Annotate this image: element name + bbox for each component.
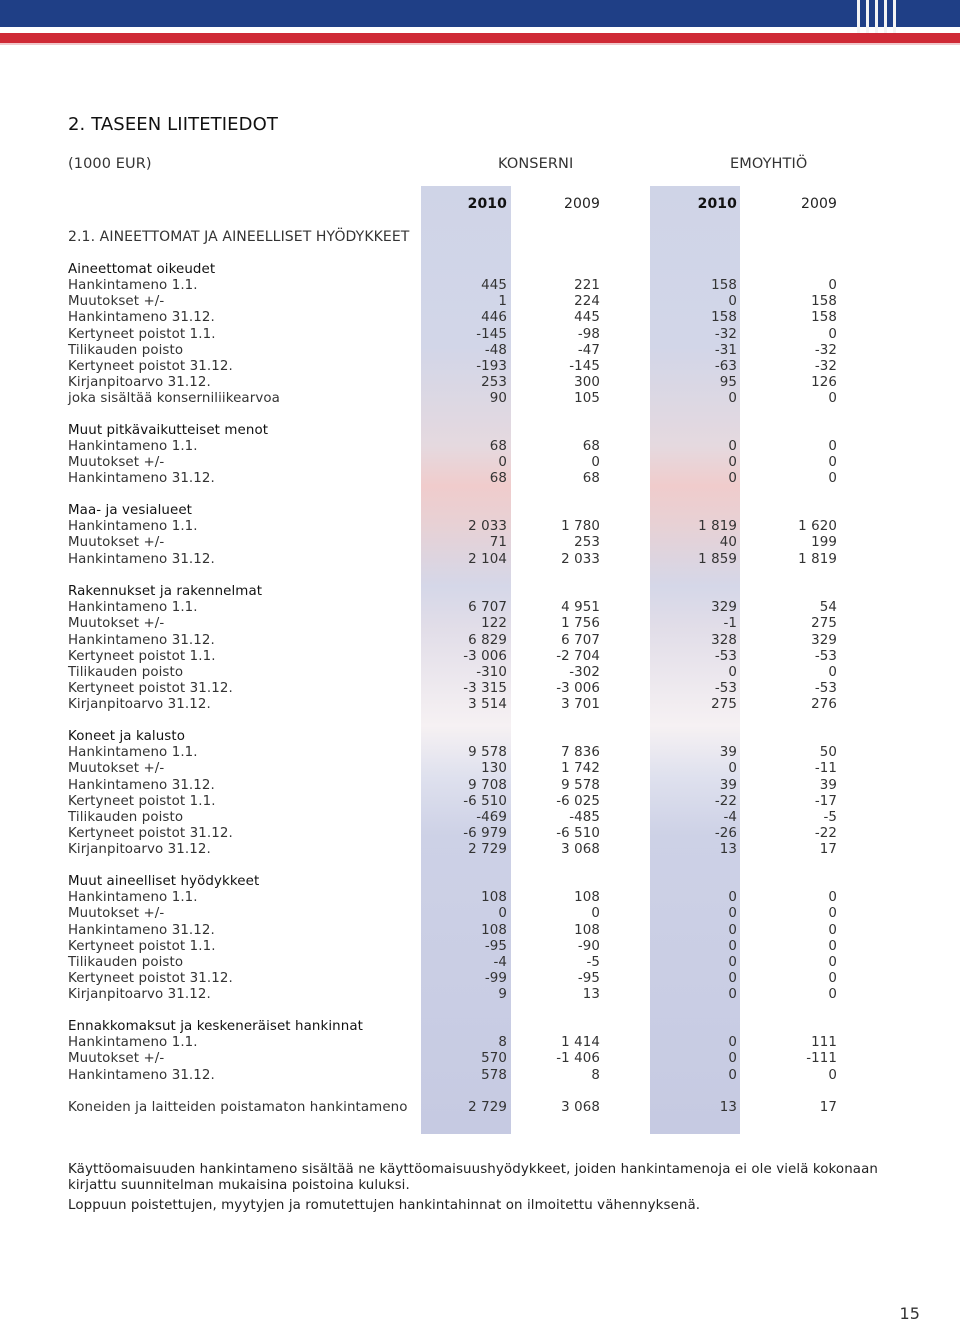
row-label: Kertyneet poistot 1.1.: [68, 648, 216, 664]
value-emoyhtio-2009: 0: [828, 890, 837, 906]
value-konserni-2009: -98: [577, 326, 600, 342]
value-emoyhtio-2010: 0: [728, 954, 737, 970]
value-emoyhtio-2009: 0: [828, 326, 837, 342]
value-emoyhtio-2010: -26: [714, 825, 737, 841]
value-konserni-2010: 6 707: [468, 600, 507, 616]
row-label: Muutokset +/-: [68, 535, 165, 551]
value-emoyhtio-2009: 275: [811, 616, 837, 632]
row-label: Muutokset +/-: [68, 616, 165, 632]
value-emoyhtio-2009: 0: [828, 954, 837, 970]
value-konserni-2009: -1 406: [556, 1051, 600, 1067]
value-emoyhtio-2010: 0: [728, 938, 737, 954]
row-label: Koneiden ja laitteiden poistamaton hankintameno: [68, 1100, 408, 1115]
section-heading: Maa- ja vesialueet: [68, 503, 193, 518]
value-konserni-2009: 1 414: [561, 1035, 600, 1051]
value-konserni-2009: 1 756: [561, 616, 600, 632]
value-konserni-2009: 0: [591, 455, 600, 471]
row-label: Kertyneet poistot 31.12.: [68, 970, 233, 986]
table-row: [68, 681, 848, 697]
table-row: [68, 616, 848, 632]
value-emoyhtio-2010: 1 819: [698, 519, 737, 535]
page-title: 2. TASEEN LIITETIEDOT: [68, 114, 278, 135]
value-konserni-2010: 2 104: [468, 551, 507, 567]
table-row: [68, 939, 848, 955]
value-konserni-2010: 446: [481, 310, 507, 326]
value-konserni-2010: -310: [476, 664, 507, 680]
value-emoyhtio-2010: 329: [711, 600, 737, 616]
row-label: Kertyneet poistot 1.1.: [68, 326, 216, 342]
pink-stripe: [0, 43, 960, 45]
value-konserni-2010: 570: [481, 1051, 507, 1067]
value-emoyhtio-2010: -31: [714, 342, 737, 358]
table-row: [68, 455, 848, 471]
row-label: Hankintameno 31.12.: [68, 632, 215, 648]
value-emoyhtio-2009: 17: [819, 842, 837, 857]
table-row: [68, 890, 848, 906]
value-konserni-2010: 3 514: [468, 697, 507, 712]
value-emoyhtio-2010: -1: [723, 616, 737, 632]
row-label: Kirjanpitoarvo 31.12.: [68, 375, 211, 390]
value-konserni-2010: -145: [476, 326, 507, 342]
value-konserni-2009: 445: [574, 310, 600, 326]
value-konserni-2010: -3 315: [463, 680, 507, 696]
value-konserni-2009: 108: [574, 922, 600, 938]
table-row: [68, 535, 848, 551]
value-emoyhtio-2009: -53: [814, 680, 837, 696]
unit-label: (1000 EUR): [68, 156, 152, 172]
row-label: Hankintameno 1.1.: [68, 1035, 198, 1051]
row-label: Hankintameno 31.12.: [68, 310, 215, 326]
blue-stripe: [0, 0, 960, 27]
value-konserni-2010: 2 033: [468, 519, 507, 535]
table-row: [68, 826, 848, 842]
value-konserni-2009: -6 510: [556, 825, 600, 841]
value-konserni-2009: 253: [574, 535, 600, 551]
value-emoyhtio-2009: 276: [811, 697, 837, 712]
value-emoyhtio-2009: -111: [806, 1051, 837, 1067]
table-row: [68, 1068, 848, 1084]
row-label: joka sisältää konserniliikearvoa: [68, 391, 280, 407]
header-band: [0, 0, 960, 48]
table-row: [68, 600, 848, 616]
value-emoyhtio-2010: 158: [711, 310, 737, 326]
value-emoyhtio-2010: 0: [728, 664, 737, 680]
value-konserni-2009: 108: [574, 890, 600, 906]
value-emoyhtio-2009: -53: [814, 648, 837, 664]
row-label: Tilikauden poisto: [68, 809, 184, 825]
value-konserni-2009: 68: [582, 471, 600, 487]
row-label: Hankintameno 1.1.: [68, 439, 198, 455]
row-label: Muutokset +/-: [68, 761, 165, 777]
value-emoyhtio-2010: 0: [728, 1035, 737, 1051]
value-emoyhtio-2009: 329: [811, 632, 837, 648]
value-konserni-2010: -6 979: [463, 825, 507, 841]
row-label: Hankintameno 1.1.: [68, 600, 198, 616]
value-emoyhtio-2010: 0: [728, 455, 737, 471]
row-label: Muutokset +/-: [68, 455, 165, 471]
value-konserni-2010: -3 006: [463, 648, 507, 664]
value-emoyhtio-2009: 54: [819, 600, 837, 616]
table-row: [68, 343, 848, 359]
row-label: Hankintameno 31.12.: [68, 777, 215, 793]
table-row: [68, 391, 848, 407]
value-emoyhtio-2010: -4: [723, 809, 737, 825]
value-konserni-2010: 71: [489, 535, 507, 551]
value-emoyhtio-2009: 158: [811, 310, 837, 326]
value-konserni-2010: 6 829: [468, 632, 507, 648]
value-emoyhtio-2010: 0: [728, 294, 737, 310]
value-konserni-2009: 4 951: [561, 600, 600, 616]
table-row: [68, 955, 848, 971]
value-emoyhtio-2009: 0: [828, 439, 837, 455]
table-row: [68, 471, 848, 487]
value-emoyhtio-2009: -17: [814, 793, 837, 809]
main-heading: 2.1. AINEETTOMAT JA AINEELLISET HYÖDYKKEET: [68, 229, 410, 245]
table-row: [68, 810, 848, 826]
value-emoyhtio-2009: 50: [819, 745, 837, 761]
value-konserni-2009: -47: [577, 342, 600, 358]
value-konserni-2009: 300: [574, 375, 600, 390]
red-stripe: [0, 33, 960, 43]
value-emoyhtio-2010: 13: [719, 1100, 737, 1115]
value-konserni-2009: -6 025: [556, 793, 600, 809]
footnote-2: Loppuun poistettujen, myytyjen ja romutettujen hankintahinnat on ilmoitettu vähennyksenä.: [68, 1198, 701, 1213]
value-emoyhtio-2009: -32: [814, 358, 837, 374]
table-row: [68, 359, 848, 375]
row-label: Hankintameno 1.1.: [68, 519, 198, 535]
value-emoyhtio-2009: 0: [828, 922, 837, 938]
value-konserni-2010: 90: [489, 391, 507, 407]
page-number: 15: [899, 1304, 920, 1323]
value-emoyhtio-2009: 0: [828, 987, 837, 1002]
table-row: [68, 649, 848, 665]
row-label: Kertyneet poistot 31.12.: [68, 825, 233, 841]
value-emoyhtio-2010: 13: [719, 842, 737, 857]
value-konserni-2009: -145: [569, 358, 600, 374]
section-heading: Aineettomat oikeudet: [68, 262, 216, 277]
value-emoyhtio-2010: 0: [728, 890, 737, 906]
row-label: Hankintameno 1.1.: [68, 745, 198, 761]
value-emoyhtio-2010: 0: [728, 391, 737, 407]
value-konserni-2010: 0: [498, 906, 507, 922]
table-row: [68, 439, 848, 455]
value-konserni-2010: 68: [489, 439, 507, 455]
value-emoyhtio-2010: 0: [728, 761, 737, 777]
table-row: [68, 794, 848, 810]
row-label: Hankintameno 1.1.: [68, 278, 198, 294]
value-konserni-2009: 3 068: [561, 842, 600, 857]
year-konserni-2009: 2009: [563, 196, 600, 212]
value-emoyhtio-2010: 328: [711, 632, 737, 648]
value-emoyhtio-2009: 0: [828, 664, 837, 680]
value-emoyhtio-2010: -53: [714, 680, 737, 696]
row-label: Kertyneet poistot 31.12.: [68, 358, 233, 374]
table-row: [68, 327, 848, 343]
value-konserni-2010: -95: [484, 938, 507, 954]
section-heading: Muut aineelliset hyödykkeet: [68, 874, 260, 889]
value-emoyhtio-2010: 95: [719, 375, 737, 390]
value-konserni-2010: -4: [493, 954, 507, 970]
table-row: [68, 923, 848, 939]
year-konserni-2010: 2010: [467, 196, 507, 212]
value-konserni-2009: 7 836: [561, 745, 600, 761]
value-emoyhtio-2010: 0: [728, 970, 737, 986]
value-konserni-2010: 108: [481, 922, 507, 938]
value-konserni-2009: -2 704: [556, 648, 600, 664]
value-konserni-2010: 8: [498, 1035, 507, 1051]
value-konserni-2009: 6 707: [561, 632, 600, 648]
section-heading: Muut pitkävaikutteiset menot: [68, 423, 269, 438]
row-label: Kertyneet poistot 1.1.: [68, 793, 216, 809]
value-emoyhtio-2009: 199: [811, 535, 837, 551]
row-label: Tilikauden poisto: [68, 954, 184, 970]
value-konserni-2009: 9 578: [561, 777, 600, 793]
table-row: [68, 665, 848, 681]
value-konserni-2010: 108: [481, 890, 507, 906]
value-konserni-2010: 9 578: [468, 745, 507, 761]
table-row: [68, 1051, 848, 1067]
table-row: [68, 519, 848, 535]
value-konserni-2010: 122: [481, 616, 507, 632]
value-konserni-2009: 13: [582, 987, 600, 1002]
value-konserni-2010: 0: [498, 455, 507, 471]
value-emoyhtio-2009: 1 819: [798, 551, 837, 567]
table-row: [68, 761, 848, 777]
value-emoyhtio-2010: 0: [728, 906, 737, 922]
value-konserni-2010: 445: [481, 278, 507, 294]
value-konserni-2010: -193: [476, 358, 507, 374]
value-emoyhtio-2009: 0: [828, 278, 837, 294]
value-konserni-2010: 9 708: [468, 777, 507, 793]
value-emoyhtio-2009: 111: [811, 1035, 837, 1051]
row-label: Kirjanpitoarvo 31.12.: [68, 987, 211, 1002]
value-konserni-2009: -485: [569, 809, 600, 825]
row-label: Kertyneet poistot 1.1.: [68, 938, 216, 954]
value-konserni-2009: 68: [582, 439, 600, 455]
value-emoyhtio-2010: -22: [714, 793, 737, 809]
section-heading: Rakennukset ja rakennelmat: [68, 584, 263, 599]
table-row: [68, 375, 848, 391]
value-konserni-2009: 3 701: [561, 697, 600, 712]
value-konserni-2009: 221: [574, 278, 600, 294]
value-konserni-2009: 8: [591, 1067, 600, 1083]
row-label: Hankintameno 31.12.: [68, 551, 215, 567]
value-emoyhtio-2009: -5: [823, 809, 837, 825]
value-konserni-2009: -90: [577, 938, 600, 954]
year-emoyhtio-2010: 2010: [697, 196, 737, 212]
row-label: Hankintameno 1.1.: [68, 890, 198, 906]
table-row: [68, 1035, 848, 1051]
value-emoyhtio-2010: 158: [711, 278, 737, 294]
value-emoyhtio-2009: 17: [819, 1100, 837, 1115]
value-konserni-2009: 1 742: [561, 761, 600, 777]
value-konserni-2010: -99: [484, 970, 507, 986]
row-label: Kirjanpitoarvo 31.12.: [68, 842, 211, 857]
value-konserni-2010: 68: [489, 471, 507, 487]
value-konserni-2010: -48: [484, 342, 507, 358]
value-emoyhtio-2009: 158: [811, 294, 837, 310]
value-emoyhtio-2009: 0: [828, 471, 837, 487]
value-konserni-2009: -5: [586, 954, 600, 970]
table-row: [68, 697, 848, 713]
year-emoyhtio-2009: 2009: [800, 196, 837, 212]
value-konserni-2010: 1: [498, 294, 507, 310]
value-konserni-2010: -469: [476, 809, 507, 825]
table-row: [68, 278, 848, 294]
value-emoyhtio-2009: 0: [828, 391, 837, 407]
value-emoyhtio-2009: -22: [814, 825, 837, 841]
value-konserni-2009: 3 068: [561, 1100, 600, 1115]
value-emoyhtio-2009: 0: [828, 455, 837, 471]
table-row: [68, 971, 848, 987]
table-row: [68, 778, 848, 794]
value-emoyhtio-2009: 0: [828, 970, 837, 986]
value-konserni-2009: -302: [569, 664, 600, 680]
decorative-bars-icon: [857, 0, 897, 33]
value-emoyhtio-2010: -53: [714, 648, 737, 664]
konserni-header: KONSERNI: [498, 156, 574, 172]
row-label: Tilikauden poisto: [68, 664, 184, 680]
table-row: [68, 987, 848, 1003]
value-konserni-2010: 578: [481, 1067, 507, 1083]
value-konserni-2009: 2 033: [561, 551, 600, 567]
value-emoyhtio-2010: -63: [714, 358, 737, 374]
emoyhtio-header: EMOYHTIÖ: [730, 156, 808, 172]
row-label: Hankintameno 31.12.: [68, 1067, 215, 1083]
value-emoyhtio-2009: -11: [814, 761, 837, 777]
table-row: [68, 552, 848, 568]
table-row: [68, 633, 848, 649]
row-label: Muutokset +/-: [68, 294, 165, 310]
row-label: Hankintameno 31.12.: [68, 471, 215, 487]
value-emoyhtio-2010: 275: [711, 697, 737, 712]
value-emoyhtio-2009: 0: [828, 1067, 837, 1083]
value-konserni-2009: 1 780: [561, 519, 600, 535]
value-konserni-2010: 253: [481, 375, 507, 390]
row-label: Hankintameno 31.12.: [68, 922, 215, 938]
table-row: [68, 842, 848, 858]
value-emoyhtio-2009: -32: [814, 342, 837, 358]
value-konserni-2009: 224: [574, 294, 600, 310]
value-konserni-2010: 9: [498, 987, 507, 1002]
value-emoyhtio-2010: 1 859: [698, 551, 737, 567]
value-emoyhtio-2009: 0: [828, 906, 837, 922]
value-emoyhtio-2010: 0: [728, 1051, 737, 1067]
value-emoyhtio-2010: 0: [728, 439, 737, 455]
row-label: Tilikauden poisto: [68, 342, 184, 358]
value-emoyhtio-2010: 0: [728, 471, 737, 487]
section-heading: Koneet ja kalusto: [68, 729, 186, 744]
value-konserni-2009: -95: [577, 970, 600, 986]
value-emoyhtio-2010: 0: [728, 1067, 737, 1083]
row-label: Muutokset +/-: [68, 906, 165, 922]
value-emoyhtio-2010: -32: [714, 326, 737, 342]
value-konserni-2009: 0: [591, 906, 600, 922]
section-heading: Ennakkomaksut ja keskeneräiset hankinnat: [68, 1019, 363, 1034]
value-emoyhtio-2010: 0: [728, 987, 737, 1002]
value-emoyhtio-2009: 126: [811, 375, 837, 390]
table-row: [68, 906, 848, 922]
table-row: [68, 294, 848, 310]
row-label: Kirjanpitoarvo 31.12.: [68, 697, 211, 712]
summary-row: [68, 1100, 848, 1116]
value-emoyhtio-2010: 39: [719, 777, 737, 793]
table-row: [68, 745, 848, 761]
value-konserni-2009: -3 006: [556, 680, 600, 696]
value-emoyhtio-2010: 40: [719, 535, 737, 551]
value-emoyhtio-2009: 39: [819, 777, 837, 793]
footnote-1: Käyttöomaisuuden hankintameno sisältää ne käyttöomaisuushyödykkeet, joiden hankintamenoja ei ole vielä kokonaan kirjattu suunnitelman mukaisina poistoina kuluksi.: [68, 1162, 878, 1193]
value-konserni-2010: 2 729: [468, 1100, 507, 1115]
value-konserni-2010: 130: [481, 761, 507, 777]
row-label: Kertyneet poistot 31.12.: [68, 680, 233, 696]
row-label: Muutokset +/-: [68, 1051, 165, 1067]
value-emoyhtio-2010: 0: [728, 922, 737, 938]
value-konserni-2010: 2 729: [468, 842, 507, 857]
value-emoyhtio-2009: 0: [828, 938, 837, 954]
table-row: [68, 310, 848, 326]
value-konserni-2009: 105: [574, 391, 600, 407]
value-emoyhtio-2009: 1 620: [798, 519, 837, 535]
value-konserni-2010: -6 510: [463, 793, 507, 809]
value-emoyhtio-2010: 39: [719, 745, 737, 761]
